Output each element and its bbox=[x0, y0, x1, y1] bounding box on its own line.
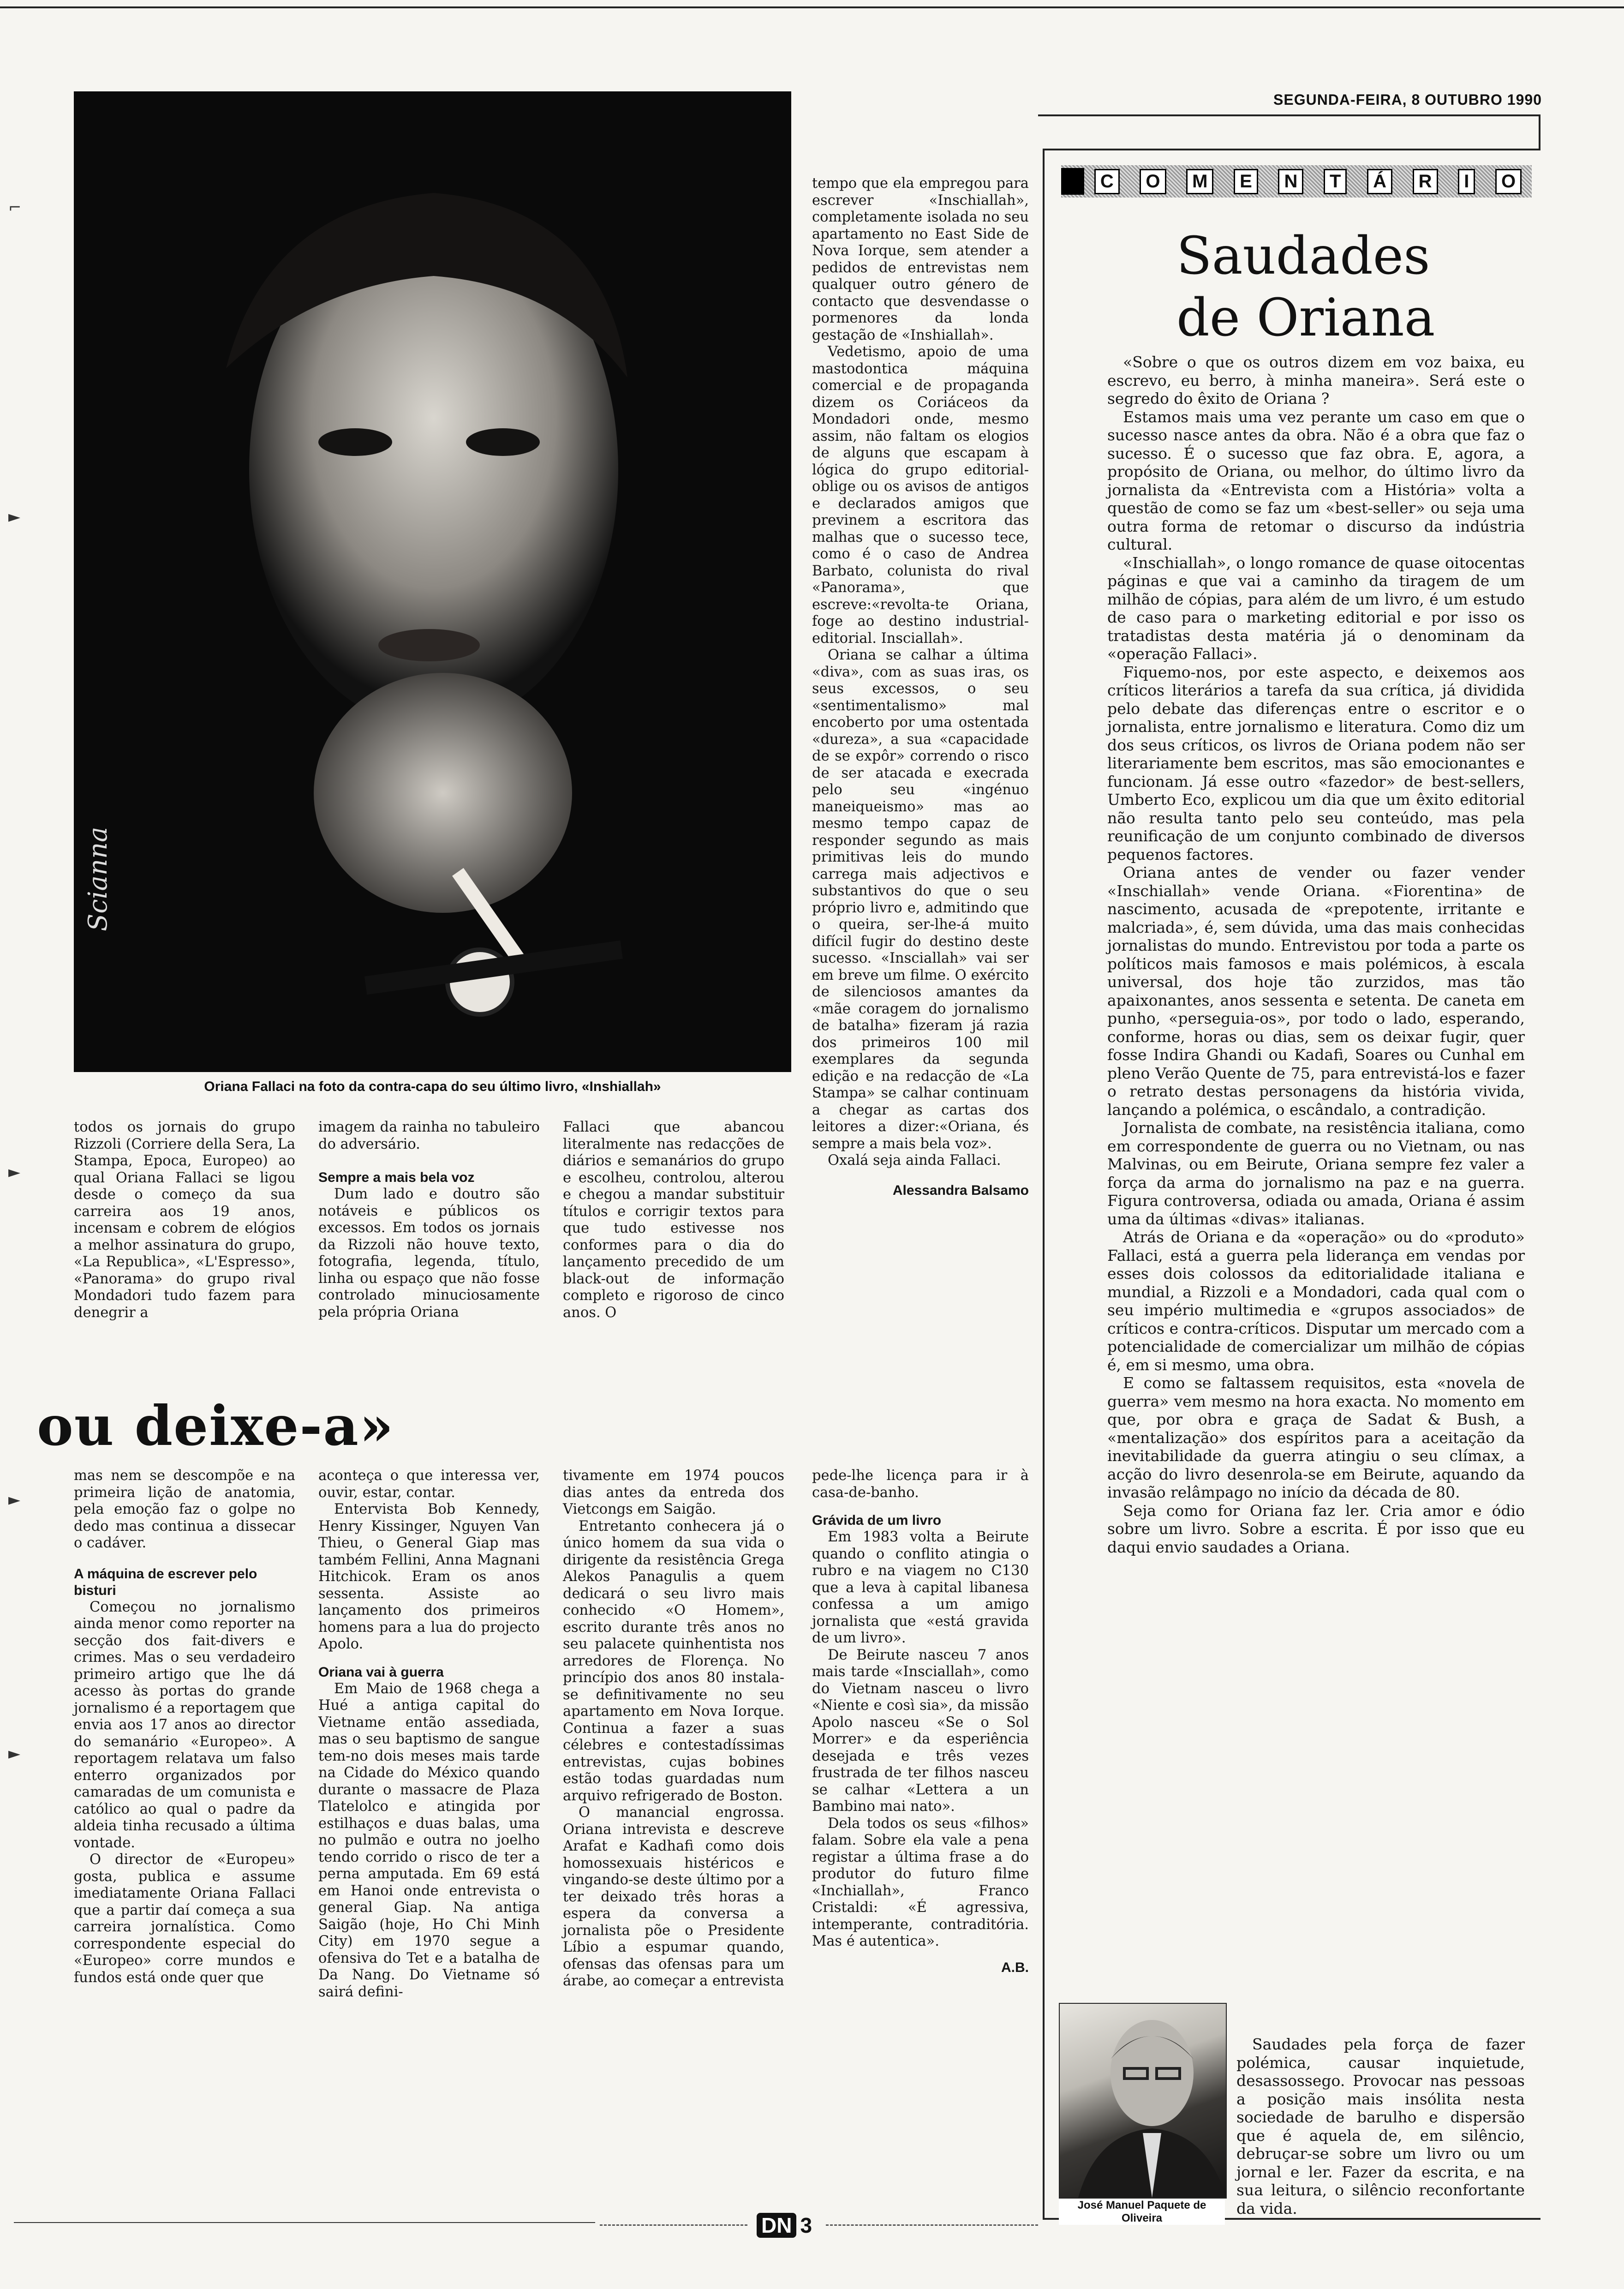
lower-c2-p3: Em Maio de 1968 chega a Hué a antiga capital do Vietname então assediada, mas o seu baptismo de sangue tem-no dois meses mais tarde na Cidade do México quando durante o massacre de Plaza Tlatelolco e atingida por estilhaços e duas balas, uma no pulmão e outra no joelho tendo corrido o risco de ter a perna amputada. Em 69 está em Hanoi onde entrevista o general Giap. Na antiga Saigão (hoje, Ho Chi Minh City) em 1970 segue a ofensiva do Tet e a batalha de Da Nang. Do Vietname só sairá defini- bbox=[318, 1680, 540, 2000]
byline-ab: A.B. bbox=[1001, 1959, 1029, 1975]
lower-c1-p3: O director de «Europeu» gosta, publica e assume imediatamente Oriana Fallaci que a partir daí começa a sua carreira jornalística. Como correspondente especial do «Europeo» corre mundos e fundos está onde quer que bbox=[74, 1852, 295, 1986]
author-photo bbox=[1059, 2003, 1227, 2199]
lower-c1-p1: mas nem se descompõe e na primeira lição de anatomia, pela emoção faz o golpe no dedo mas continua a dissecar o cadáver. bbox=[74, 1468, 295, 1551]
lower-c2-p1: aconteça o que interessa ver, ouvir, estar, contar. bbox=[318, 1468, 540, 1501]
subhead-maquina: A máquina de escrever pelo bisturi bbox=[74, 1566, 257, 1598]
lower-c2-p2: Entervista Bob Kennedy, Henry Kissinger, Nguyen Van Thieu, o General Giap mas também Fellini, Anna Magnani Hitchicok. Eram os anos sessenta. Assiste ao lançamento dos primeiros homens para a lua do projecto Apolo. bbox=[318, 1501, 540, 1652]
banner-square-icon bbox=[1061, 168, 1084, 195]
comment-p8: E como se faltassem requisitos, esta «novela de guerra» vem mesmo na hora exacta. No momento em que, por obra e graça de Sadat & Bush, a «mentalização» dos espíritos para a aceitação da inevitabilidade da guerra atingiu o seu clímax, a acção do livro desenrola-se em Beirute, aquando da invasão relâmpago no início da década de 80. bbox=[1107, 1374, 1525, 1501]
photo-caption: Oriana Fallaci na foto da contra-capa do seu último livro, «Inshiallah» bbox=[204, 1079, 661, 1094]
byline-alessandra: Alessandra Balsamo bbox=[892, 1182, 1029, 1198]
narrow-p1: tempo que ela empregou para escrever «Inschiallah», completamente isolada no seu apartamento no East Side de Nova Iorque, sem atender a pedidos de entrevistas nem qualquer outro género de contacto que desvendasse o pormenores da londa gestação de «Inshiallah». bbox=[812, 175, 1029, 343]
margin-mark: ⌐ bbox=[8, 198, 22, 217]
lower-col-1 bbox=[74, 1468, 295, 1986]
subhead-oriana-guerra: Oriana vai à guerra bbox=[318, 1664, 444, 1680]
subhead-gravida: Grávida de um livro bbox=[812, 1513, 942, 1528]
page-date: SEGUNDA-FEIRA, 8 OUTUBRO 1990 bbox=[1273, 91, 1542, 108]
footer-dash-left bbox=[600, 2224, 747, 2226]
lower-c4-p4: Dela todos os seus «filhos» falam. Sobre ela vale a pena registar a última frase a do produtor do futuro filme «Inchiallah», Franco Cristaldi: «É agressiva, intemperante, contraditória. Mas é autentica». bbox=[812, 1815, 1029, 1949]
comment-p2: Estamos mais uma vez perante um caso em que o sucesso nasce antes da obra. Não é a obra que faz o sucesso. É o sucesso que faz obra. E, agora, a propósito de Oriana, ou melhor, do último livro da jornalista da «Entrevista com a História» volta a questão de como se faz um «best-seller» ou seja uma outra forma de retomar o discurso da indústria cultural. bbox=[1107, 407, 1525, 553]
banner-letter: Á bbox=[1367, 169, 1392, 194]
portrait-illustration bbox=[74, 91, 791, 1072]
narrow-p3: Oriana se calhar a última «diva», com as suas iras, os seus excessos, o seu «sentimentalismo» mal encoberto por uma ostentada «dureza», a sua «capacidade de se expôr» correndo o risco de ser atacada e execrada pelo seu «ingénuo maneiqueismo» mas ao mesmo tempo capaz de responder segundo as mais primitivas leis do mundo carrega mais adjectivos e substantivos do que o seu próprio livro e, admitindo que o queira, ser-lhe-á muito difícil fugir do destino deste sucesso. «Insciallah» vai ser em breve um filme. O exército de silenciosos amantes da «mãe coragem do jornalismo de batalha» fizeram já razia dos primeiros 100 mil exemplares da segunda edição e na redacção de «La Stampa» se calhar continuam a chegar as cartas dos leitores a dizer:«Oriana, és sempre a mais bela voz». bbox=[812, 647, 1029, 1152]
upper-col-1 bbox=[74, 1119, 295, 1321]
comment-p4: Fiquemo-nos, por este aspecto, e deixemos aos críticos literários a tarefa da sua crítica, já dividida pelo debate das diferenças entre o escritor e o jornalista, entre jornalismo e literatura. Como diz um dos seus críticos, os livros de Oriana podem não ser literariamente bem escritos, mas são emocionantes e funcionam. Já esse outro «fazedor» de best-sellers, Umberto Eco, explicou um dia que um êxito editorial não resulta tanto pelo seu conteúdo, mas pela reunificação de um conjunto combinado de diversos pequenos factores. bbox=[1107, 663, 1525, 863]
comment-p1: «Sobre o que os outros dizem em voz baixa, eu escrevo, eu berro, à minha maneira». Será este o segredo do êxito de Oriana ? bbox=[1107, 353, 1525, 407]
lower-c3-p1: tivamente em 1974 poucos dias antes da entreda dos Vietcongs em Saigão. bbox=[563, 1468, 784, 1517]
banner-letter: O bbox=[1140, 169, 1166, 194]
comment-p3: «Inschiallah», o longo romance de quase oitocentas páginas e que vai a caminho da tiragem de um milhão de cópias, para além de um livro, é um estudo de caso para o marketing editorial e por isso os tratadistas desta matéria já o denominam da «operação Fallaci». bbox=[1107, 553, 1525, 663]
comment-title-line1: Saudades bbox=[1176, 226, 1430, 286]
upper-col2-p1: imagem da rainha no tabuleiro do adversário. bbox=[318, 1119, 540, 1152]
banner-letter: E bbox=[1234, 169, 1258, 194]
lower-c4-p3: De Beirute nasceu 7 anos mais tarde «Insciallah», como do Vietnam nasceu o livro «Niente e così sia», da missão Apolo nasceu «Se o Sol Morrer» e da esperiência desejada e três vezes frustrada de ter filhos nasceu se calhar «Lettera a un Bambino mai nato». bbox=[812, 1647, 1029, 1815]
narrow-p4: Oxalá seja ainda Fallaci. bbox=[828, 1152, 1001, 1168]
lower-col-2 bbox=[318, 1468, 540, 2001]
footer-dash-right bbox=[826, 2224, 1038, 2226]
photographer-signature: Scianna bbox=[83, 827, 113, 931]
lower-c4-p2: Em 1983 volta a Beirute quando o conflito atingia o rubro e na viagem no C130 que a leva à capital libanesa confessa a um amigo jornalista que «está gravida de um livro». bbox=[812, 1529, 1029, 1646]
comment-p6: Jornalista de combate, na resistência italiana, como em correspondente de guerra ou no Vietnam, ou nas Malvinas, ou em Beirute, Oriana sempre fez valer a força da arma do jornalismo na paz e na guerra. Figura controversa, odiada ou amada, Oriana é assim uma da últimas «divas» italianas. bbox=[1107, 1119, 1525, 1228]
banner-letter: I bbox=[1458, 169, 1475, 194]
upper-col-2 bbox=[318, 1119, 540, 1321]
banner-letter: M bbox=[1186, 169, 1213, 194]
upper-col1-text: todos os jornais do grupo Rizzoli (Corriere della Sera, La Stampa, Epoca, Europeo) ao qual Oriana Fallaci se ligou desde o começo da sua carreira aos 19 anos, incensam e cobrem de elógios a melhor assinatura do grupo, «La Republica», «L'Espresso», «Panorama» do grupo rival Mondadori tudo fazem para denegrir a bbox=[74, 1119, 295, 1321]
comment-p7: Atrás de Oriana e da «operação» ou do «produto» Fallaci, está a guerra pela liderança em vendas por esses dois colossos da editorialidade italiana e mundial, a Rizzoli e a Mondadori, cada qual com o seu império multimedia e «grupos associados» de críticos e contra-críticos. Disputar um mercado com a potencialidade de comercializar um milhão de cópias é, em si mesmo, uma obra. bbox=[1107, 1228, 1525, 1374]
lower-col-4 bbox=[812, 1468, 1029, 1976]
banner-letter: N bbox=[1278, 169, 1303, 194]
margin-arrow-icon: ► bbox=[8, 1491, 21, 1509]
banner-letter: O bbox=[1495, 169, 1522, 194]
lower-c3-p2: Entretanto conhecera já o único homem da sua vida o dirigente da resistência Grega Alekos Panagulis a quem dedicará o seu livro mais conhecido «O Homem», escrito durante três anos no seu palacete quinhentista nos arredores de Florença. No princípio dos anos 80 instala-se definitivamente no seu apartamento em Nova Iorque. Continua a fazer a suas célebres e contestadíssimas entrevistas, cujas bobines estão todas guardadas num arquivo refrigerado de Boston. bbox=[563, 1518, 784, 1804]
comment-title bbox=[1176, 225, 1435, 349]
upper-col-3 bbox=[563, 1119, 784, 1321]
banner-letters bbox=[1084, 169, 1532, 194]
comment-p10: Saudades pela força de fazer polémica, causar inquietude, desassossego. Provocar nas pessoas a posição mais insólita nesta sociedade de barulho e dispersão que é aquela de, em silêncio, debruçar-se sobre um livro ou um jornal e ler. Fazer da escrita, e na sua leitura, o silêncio reconfortante da vida. bbox=[1236, 2035, 1525, 2217]
comment-p5: Oriana antes de vender ou fazer vender «Inschiallah» vende Oriana. «Fiorentina» de nascimento, acusada de «prepotente, irritante e malcriada», é, sem dúvida, uma das mais conhecidas jornalistas do mundo. Entrevistou por toda a parte os políticos mais famosos e mais polémicos, à escala universal, dos hoje tão zurzidos, mas tão apaixonantes, anos sessenta e setenta. De caneta em punho, «perseguia-os», por todo o lado, esperando, conforme, horas ou dias, sem os deixar fugir, quer fosse Indira Ghandi ou Kadafi, Soares ou Cunhal em pleno Verão Quente de 75, para entrevistá-los e fazer o retrato destas personagens da história vivida, lançando a polémica, o escândalo, a contradição. bbox=[1107, 863, 1525, 1119]
margin-arrow-icon: ► bbox=[8, 508, 21, 526]
upper-col3-text: Fallaci que abancou literalmente nas redacções de diários e semanários do grupo e escolheu, controlou, alterou e chegou a mandar substituir títulos e corrigir textos para que tudo estivesse nos conformes para o dia do lançamento precedido de um black-out de informação completo e rigoroso de cinco anos. O bbox=[563, 1119, 784, 1321]
lower-c1-p2: Começou no jornalismo ainda menor como reporter na secção dos fait-divers e crimes. Mas o seu verdadeiro primeiro artigo que lhe dá acesso às portas do grande jornalismo é a reportagem que envia aos 17 anos ao director do semanário «Europeo». A reportagem relatava um falso enterro organizados por camaradas de um comunista e católico ao qual o padre da aldeia tinha recusado a última vontade. bbox=[74, 1599, 295, 1851]
page-footer bbox=[757, 2213, 812, 2238]
lower-c3-p3: O manancial engrossa. Oriana intrevista e descreve Arafat e Kadhafi como dois homossexuais histéricos e vingando-se deste último por a ter deixado três horas a espera da conversa a jornalista põe o Presidente Líbio a espumar quando, ofensas das ofensas para um árabe, ao começar a entrevista bbox=[563, 1804, 784, 1989]
subhead-sempre: Sempre a mais bela voz bbox=[318, 1170, 475, 1185]
top-rule bbox=[0, 0, 1624, 8]
bottom-rule bbox=[14, 2222, 595, 2223]
page-number: 3 bbox=[800, 2213, 812, 2237]
banner-letter: R bbox=[1413, 169, 1438, 194]
headline: ou deixe-a» bbox=[37, 1394, 394, 1458]
narrow-p2: Vedetismo, apoio de uma mastodontica máquina comercial e de propaganda dizem os Coriáceos da Mondadori onde, mesmo assim, não faltam os elogios de alguns que escapam à lógica do grupo editorial-oblige ou os avisos de antigos e declarados amigos que previnem a escritora das malhas que o sucesso tece, como é o caso de Andrea Barbato, colunista do rival «Panorama», que escreve:«revolta-te Oriana, foge ao destino industrial-editorial. Insciallah». bbox=[812, 344, 1029, 647]
comment-bracket bbox=[1038, 114, 1540, 149]
author-caption: José Manuel Paquete de Oliveira bbox=[1059, 2199, 1225, 2225]
comentario-banner bbox=[1061, 165, 1532, 198]
banner-letter: C bbox=[1094, 169, 1120, 194]
upper-col2-p2: Dum lado e doutro são notáveis e públicos os excessos. Em todos os jornais da Rizzoli não houve texto, fotografia, legenda, título, linha ou espaço que não fosse controlado minuciosamente pela própria Oriana bbox=[318, 1186, 540, 1320]
lower-c4-p1: pede-lhe licença para ir à casa-de-banho. bbox=[812, 1468, 1029, 1501]
comment-body-end bbox=[1236, 2035, 1525, 2217]
lower-col-3 bbox=[563, 1468, 784, 1990]
comment-body bbox=[1107, 353, 1525, 1556]
narrow-column bbox=[812, 175, 1029, 1199]
margin-arrow-icon: ► bbox=[8, 1744, 21, 1763]
oriana-photo bbox=[74, 91, 791, 1072]
comment-p9: Seja como for Oriana faz ler. Cria amor e ódio sobre um livro. Sobre a escrita. É por isso que eu daqui envio saudades a Oriana. bbox=[1107, 1501, 1525, 1556]
dn-logo: DN bbox=[757, 2213, 796, 2238]
margin-arrow-icon: ► bbox=[8, 1163, 21, 1181]
banner-letter: T bbox=[1324, 169, 1347, 194]
comment-title-line2: de Oriana bbox=[1176, 288, 1435, 348]
